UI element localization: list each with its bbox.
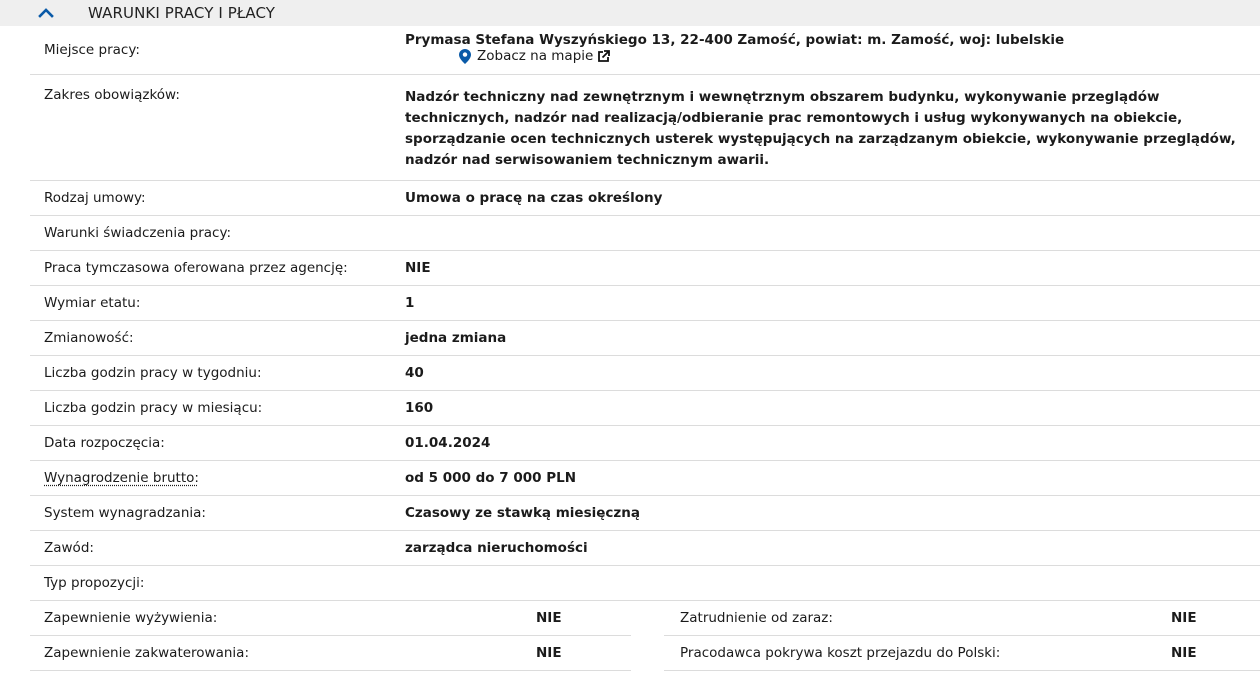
row-label: Typ propozycji: (44, 575, 145, 591)
row-duties (30, 75, 1260, 181)
row-occupation (30, 531, 1260, 566)
row-value: 40 (405, 365, 424, 381)
row-label: Data rozpoczęcia: (44, 435, 165, 451)
row-label: Warunki świadczenia pracy: (44, 225, 232, 241)
row-value: jedna zmiana (405, 330, 507, 346)
row-label: Miejsce pracy: (44, 42, 140, 58)
row-start-date (30, 426, 1260, 461)
row-accommodation (30, 636, 631, 671)
row-hours-month (30, 391, 1260, 426)
row-value: od 5 000 do 7 000 PLN (405, 470, 577, 486)
row-value (405, 32, 1260, 68)
row-travel-cost (664, 636, 1260, 671)
row-label: Zmianowość: (44, 330, 134, 346)
row-label: Zakres obowiązków: (44, 87, 180, 103)
row-temporary-agency (30, 251, 1260, 286)
row-shifts (30, 321, 1260, 356)
row-value: NIE (405, 260, 431, 276)
row-label: Zawód: (44, 540, 94, 556)
row-location (30, 26, 1260, 75)
row-job-size (30, 286, 1260, 321)
row-value: 1 (405, 295, 415, 311)
chevron-up-icon[interactable] (38, 7, 58, 19)
row-value: 01.04.2024 (405, 435, 491, 451)
external-link-icon (597, 50, 610, 63)
row-immediate-hire (664, 601, 1260, 636)
row-pay-system (30, 496, 1260, 531)
row-value: 160 (405, 400, 434, 416)
row-label: Zapewnienie zakwaterowania: (44, 645, 249, 661)
row-label: Pracodawca pokrywa koszt przejazdu do Polski: (680, 645, 1001, 661)
map-pin-icon (459, 49, 471, 64)
details-list (30, 26, 1260, 601)
row-value: NIE (536, 610, 562, 626)
map-link[interactable] (459, 48, 610, 64)
location-address: Prymasa Stefana Wyszyńskiego 13, 22-400 Zamość, powiat: m. Zamość, woj: lubelskie (405, 32, 1065, 49)
row-value: NIE (536, 645, 562, 661)
row-label: Praca tymczasowa oferowana przez agencję: (44, 260, 348, 276)
row-label: Wymiar etatu: (44, 295, 141, 311)
offer-type-details (30, 601, 1260, 671)
row-value: Nadzór techniczny nad zewnętrznym i wewnętrznym obszarem budynku, wykonywanie przeglądów technicznych, nadzór nad realizacją/odbieranie prac remontowych i usług wykonywanych na obiekcie, sporządzanie ocen technicznych usterek występujących na zarządzanym obiekcie, wykonywanie przeglądów, nadzór nad serwisowaniem technicznym awarii. (405, 89, 1236, 168)
row-work-conditions (30, 216, 1260, 251)
row-label: Zapewnienie wyżywienia: (44, 610, 218, 626)
row-label: Rodzaj umowy: (44, 190, 146, 206)
row-food (30, 601, 631, 636)
salary-label-tooltip[interactable]: Wynagrodzenie brutto: (44, 470, 199, 486)
section-title: WARUNKI PRACY I PŁACY (88, 4, 276, 22)
row-label: Zatrudnienie od zaraz: (680, 610, 833, 626)
row-value: NIE (1171, 645, 1197, 661)
map-link-label[interactable]: Zobacz na mapie (477, 48, 594, 65)
row-label: Liczba godzin pracy w tygodniu: (44, 365, 262, 381)
row-value: NIE (1171, 610, 1197, 626)
row-value: Czasowy ze stawką miesięczną (405, 505, 640, 521)
row-label: System wynagradzania: (44, 505, 206, 521)
row-hours-week (30, 356, 1260, 391)
row-salary (30, 461, 1260, 496)
offer-type-right (664, 601, 1260, 671)
section-header-toggle[interactable] (0, 0, 1260, 26)
row-value: Umowa o pracę na czas określony (405, 190, 663, 206)
offer-type-left (30, 601, 631, 671)
row-label: Liczba godzin pracy w miesiącu: (44, 400, 263, 416)
row-label (30, 470, 405, 486)
row-contract-type (30, 181, 1260, 216)
row-value: zarządca nieruchomości (405, 540, 588, 556)
row-offer-type (30, 566, 1260, 601)
